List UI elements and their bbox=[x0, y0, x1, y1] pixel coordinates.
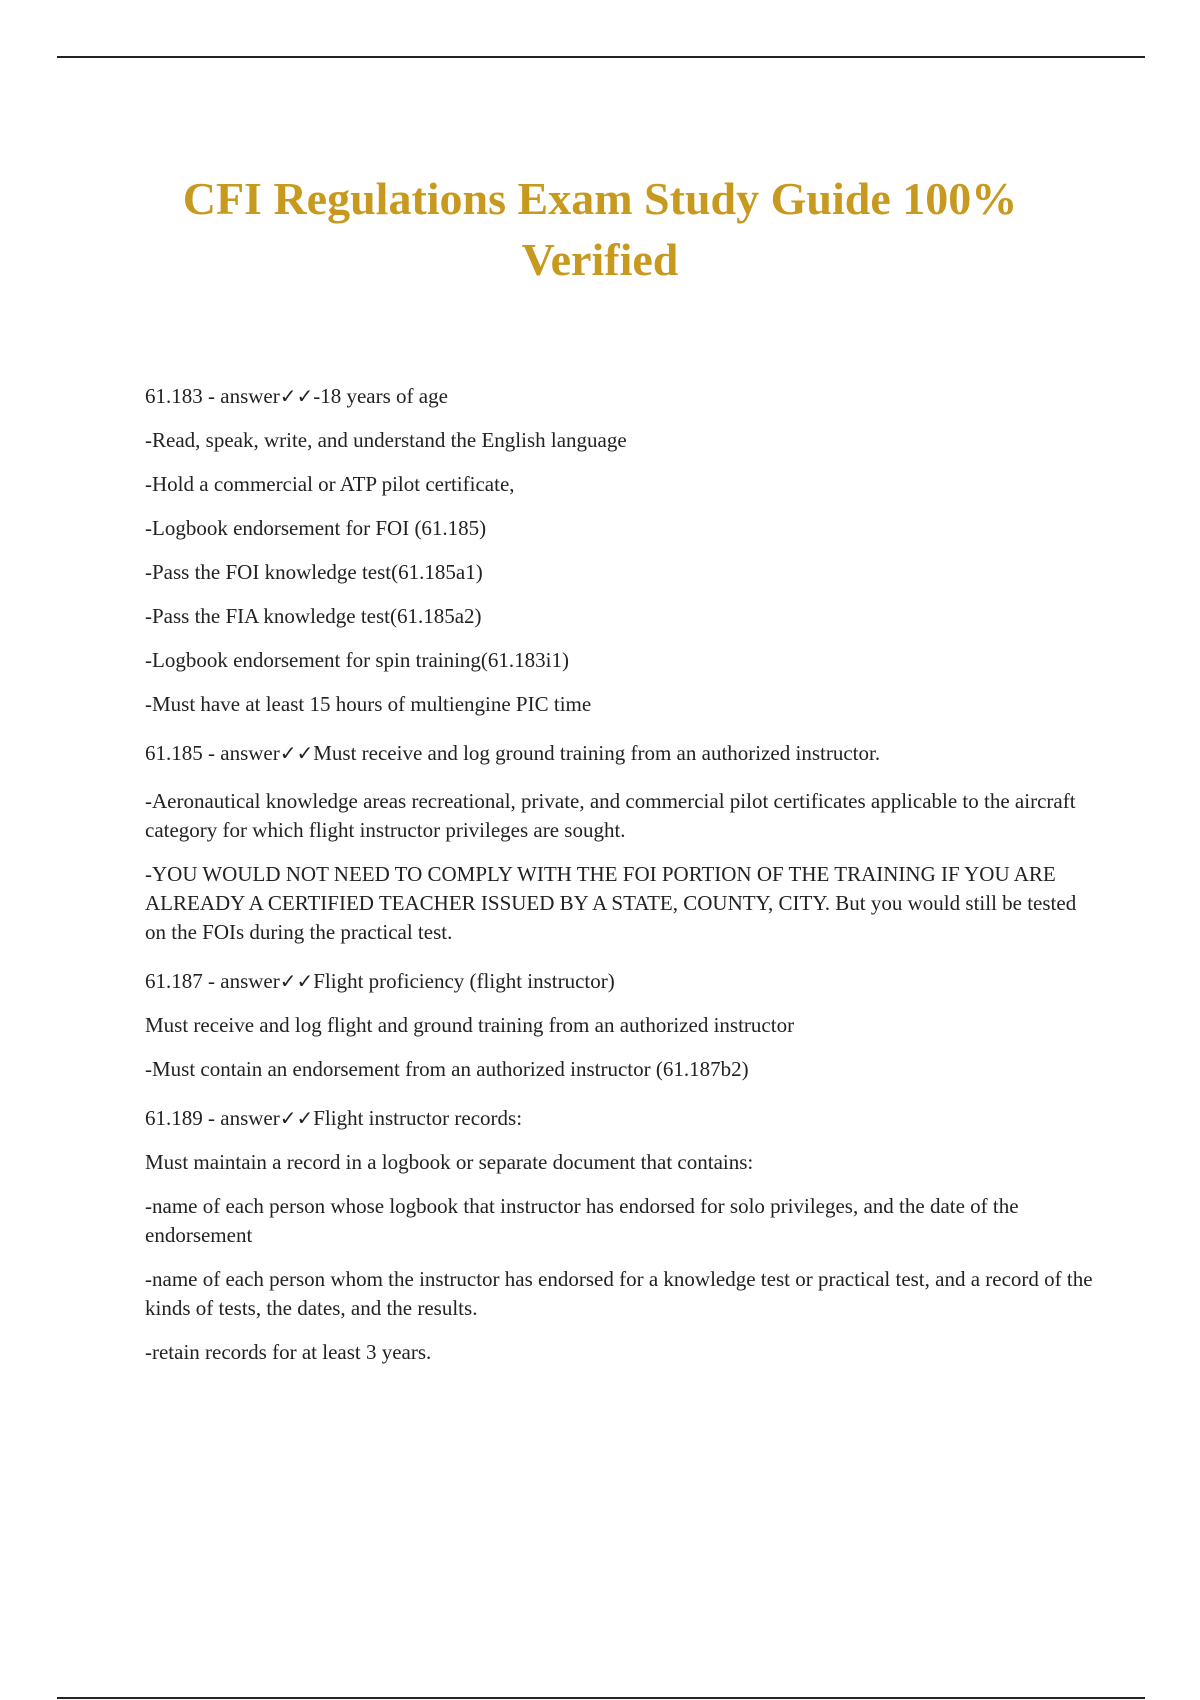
entry-answer: Flight instructor records: bbox=[313, 1106, 523, 1130]
top-rule bbox=[57, 56, 1145, 58]
entry-heading-61-183 bbox=[145, 382, 1095, 411]
entry-line: -Logbook endorsement for spin training(61.183i1) bbox=[145, 648, 569, 672]
entry-line: -YOU WOULD NOT NEED TO COMPLY WITH THE FOI PORTION OF THE TRAINING IF YOU ARE ALREADY A CERTIFIED TEACHER ISSUED BY A STATE, COUNTY, CITY. But you would still be tested on the FOIs during the practical test. bbox=[145, 862, 1077, 944]
document-body bbox=[145, 382, 1095, 1367]
entry-ref: 61.185 - answer bbox=[145, 741, 280, 765]
entry-line: Must maintain a record in a logbook or separate document that contains: bbox=[145, 1150, 754, 1174]
entry-ref: 61.189 - answer bbox=[145, 1106, 280, 1130]
bottom-rule bbox=[57, 1697, 1145, 1699]
entry-ref: 61.183 - answer bbox=[145, 384, 280, 408]
entry-answer: Flight proficiency (flight instructor) bbox=[313, 969, 615, 993]
entry-line: Must receive and log flight and ground training from an authorized instructor bbox=[145, 1013, 795, 1037]
entry-line: -Aeronautical knowledge areas recreational, private, and commercial pilot certificates applicable to the aircraft category for which flight instructor privileges are sought. bbox=[145, 789, 1076, 842]
entry-heading-61-189 bbox=[145, 1104, 1095, 1133]
entry-line: -Pass the FIA knowledge test(61.185a2) bbox=[145, 604, 482, 628]
check-mark-icon: ✓✓ bbox=[279, 1106, 314, 1130]
document-title: CFI Regulations Exam Study Guide 100% Verified bbox=[182, 173, 1018, 285]
entry-line: -Must contain an endorsement from an authorized instructor (61.187b2) bbox=[145, 1057, 749, 1081]
entry-line: -Pass the FOI knowledge test(61.185a1) bbox=[145, 560, 483, 584]
check-mark-icon: ✓✓ bbox=[279, 969, 314, 993]
entry-ref: 61.187 - answer bbox=[145, 969, 280, 993]
entry-answer: Must receive and log ground training from an authorized instructor. bbox=[313, 741, 881, 765]
entry-line: -Read, speak, write, and understand the English language bbox=[145, 428, 627, 452]
entry-line: -Hold a commercial or ATP pilot certificate, bbox=[145, 472, 515, 496]
entry-line: -name of each person whom the instructor has endorsed for a knowledge test or practical test, and a record of the kinds of tests, the dates, and the results. bbox=[145, 1267, 1093, 1320]
entry-line: -Logbook endorsement for FOI (61.185) bbox=[145, 516, 487, 540]
check-mark-icon: ✓✓ bbox=[279, 741, 314, 765]
entry-line: -name of each person whose logbook that instructor has endorsed for solo privileges, and the date of the endorsement bbox=[145, 1194, 1019, 1247]
entry-line: -Must have at least 15 hours of multiengine PIC time bbox=[145, 692, 592, 716]
entry-answer: -18 years of age bbox=[313, 384, 448, 408]
check-mark-icon: ✓✓ bbox=[279, 384, 314, 408]
entry-heading-61-187 bbox=[145, 967, 1095, 996]
entry-line: -retain records for at least 3 years. bbox=[145, 1340, 432, 1364]
entry-heading-61-185 bbox=[145, 739, 1095, 768]
